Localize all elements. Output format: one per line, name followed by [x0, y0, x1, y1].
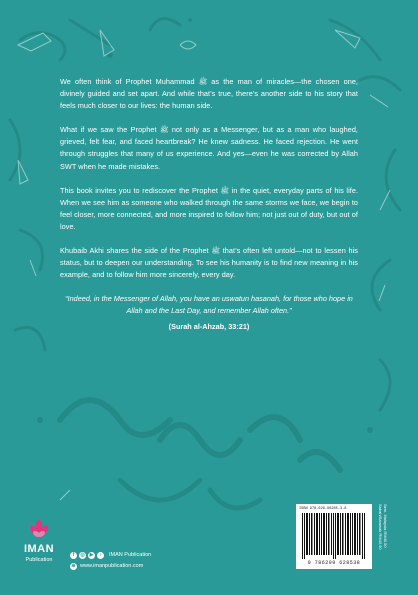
website-row [70, 561, 210, 571]
saw-honorific-icon: ﷺ [220, 186, 230, 195]
website-url: www.imanpublication.com [80, 563, 144, 569]
tiktok-icon: ♪ [97, 552, 104, 559]
isbn-barcode [296, 504, 372, 569]
barcode-bars [300, 513, 368, 559]
price-line-1: Sem. Malaysia RM40.90 [383, 504, 388, 548]
social-row [70, 550, 210, 560]
paragraph-3-end: in the quiet, everyday parts of his life. When we see him as someone who walked through the same storms we face, we begin to feel closer, more connected, and more inspired to follow him; not just out of duty, but out of love. [60, 185, 359, 231]
saw-honorific-icon: ﷺ [198, 78, 208, 86]
paragraph-4-start: Khubaib Akhi shares the side of the Prophet [60, 246, 209, 256]
social-handle: IMAN Publication [109, 552, 152, 558]
paragraph-4-end: that’s often left untold—not to lessen his status, but to deepen our understanding. To see his humanity is to find new meaning in his example, and to follow him more sincerely, every day. [60, 246, 359, 280]
publisher-logo [9, 519, 69, 571]
instagram-icon: ◎ [80, 551, 85, 558]
paragraph-2-start: What if we saw the Prophet [60, 125, 157, 135]
saw-honorific-icon: ﷺ [211, 247, 220, 256]
flower-logo-icon [28, 519, 50, 541]
price-label [376, 504, 388, 569]
paragraph-1-end: as the man of miracles—the chosen one, divinely guided and set apart. And while that’s true, there’s another side to his story that feels much closer to our lives: the human side. [60, 77, 358, 111]
paragraph-4 [60, 245, 358, 281]
paragraph-1 [60, 76, 358, 112]
paragraph-3 [60, 185, 358, 233]
quran-quote: “Indeed, in the Messenger of Allah, you have an uswatun hasanah, for those who hope in Allah and the Last Day, and remember Allah often.” [65, 294, 353, 316]
facebook-icon: f [70, 552, 77, 559]
publisher-sub: Publication [25, 557, 53, 563]
paragraph-2 [60, 124, 358, 172]
blurb [60, 76, 358, 331]
isbn-label: ISBN 978-629-96285-3-8 [299, 507, 347, 511]
paragraph-3-start: This book invites you to rediscover the Prophet [60, 185, 218, 195]
quote-source: (Surah al-Ahzab, 33:21) [168, 321, 250, 331]
paragraph-2-end: not only as a Messenger, but as a man who laughed, grieved, felt fear, and faced heartbreak? He knew sadness. He faced rejection. He went through struggles that many of us experience. And yes—even he was corrected by Allah SWT when he made mistakes. [60, 125, 359, 171]
globe-icon: ⊕ [71, 562, 76, 569]
isbn-digits: 9 786299 628538 [307, 560, 361, 566]
price-line-2: Sabah/Sarawak RM43.90 [378, 504, 383, 550]
saw-honorific-icon: ﷺ [159, 126, 169, 135]
publisher-name: IMAN [23, 543, 55, 555]
youtube-icon: ▶ [89, 551, 94, 558]
paragraph-1-start: We often think of Prophet Muhammad [60, 77, 195, 86]
